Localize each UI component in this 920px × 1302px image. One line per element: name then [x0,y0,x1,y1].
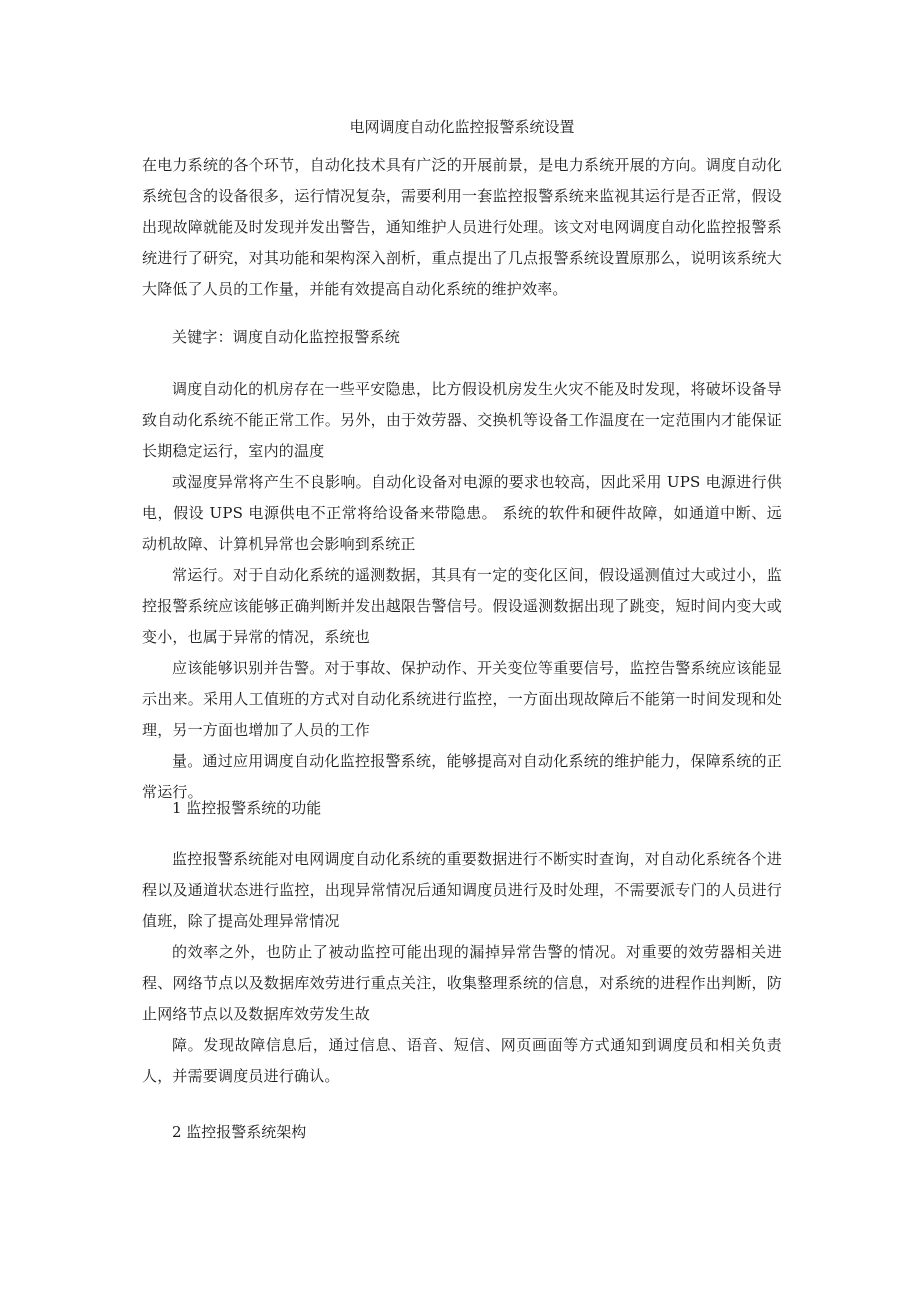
section-1-segment: 的效率之外，也防止了被动监控可能出现的漏掉异常告警的情况。对重要的效劳器相关进程、网络节点以及数据库效劳进行重点关注，收集整理系统的信息，对系统的进程作出判断，防止网络节点以及数据库效劳发生故 [142,943,782,1023]
section-1-heading: 1 监控报警系统的功能 [172,799,322,817]
section-1-paragraph [142,844,782,1092]
intro-paragraph [142,374,782,808]
keywords-line: 关键字：调度自动化监控报警系统 [172,328,401,346]
section-2-heading: 2 监控报警系统架构 [172,1123,307,1141]
intro-segment: 常运行。对于自动化系统的遥测数据，其具有一定的变化区间，假设遥测值过大或过小，监控报警系统应该能够正确判断并发出越限告警信号。假设遥测数据出现了跳变，短时间内变大或变小，也属于异常的情况，系统也 [142,566,782,646]
intro-segment: 量。通过应用调度自动化监控报警系统，能够提高对自动化系统的维护能力，保障系统的正常运行。 [142,752,782,801]
intro-segment: 或湿度异常将产生不良影响。自动化设备对电源的要求也较高，因此采用 UPS 电源进行供电，假设 UPS 电源供电不正常将给设备来带隐患。 系统的软件和硬件故障，如通道中断、远动机故障、计算机异常也会影响到系统正 [142,473,782,553]
abstract-paragraph: 在电力系统的各个环节，自动化技术具有广泛的开展前景，是电力系统开展的方向。调度自动化系统包含的设备很多，运行情况复杂，需要利用一套监控报警系统来监视其运行是否正常，假设出现故障就能及时发现并发出警告，通知维护人员进行处理。该文对电网调度自动化监控报警系统进行了研究，对其功能和架构深入剖析，重点提出了几点报警系统设置原那么，说明该系统大大降低了人员的工作量，并能有效提高自动化系统的维护效率。 [142,156,782,298]
intro-segment: 调度自动化的机房存在一些平安隐患，比方假设机房发生火灾不能及时发现，将破坏设备导致自动化系统不能正常工作。另外，由于效劳器、交换机等设备工作温度在一定范围内才能保证长期稳定运行，室内的温度 [142,380,782,460]
intro-segment: 应该能够识别并告警。对于事故、保护动作、开关变位等重要信号，监控告警系统应该能显示出来。采用人工值班的方式对自动化系统进行监控，一方面出现故障后不能第一时间发现和处理，另一方面也增加了人员的工作 [142,659,782,739]
section-1-segment: 监控报警系统能对电网调度自动化系统的重要数据进行不断实时查询，对自动化系统各个进程以及通道状态进行监控，出现异常情况后通知调度员进行及时处理，不需要派专门的人员进行值班，除了提高处理异常情况 [142,850,782,930]
section-1-segment: 障。发现故障信息后，通过信息、语音、短信、网页画面等方式通知到调度员和相关负责人，并需要调度员进行确认。 [142,1036,782,1085]
document-title: 电网调度自动化监控报警系统设置 [349,118,575,136]
